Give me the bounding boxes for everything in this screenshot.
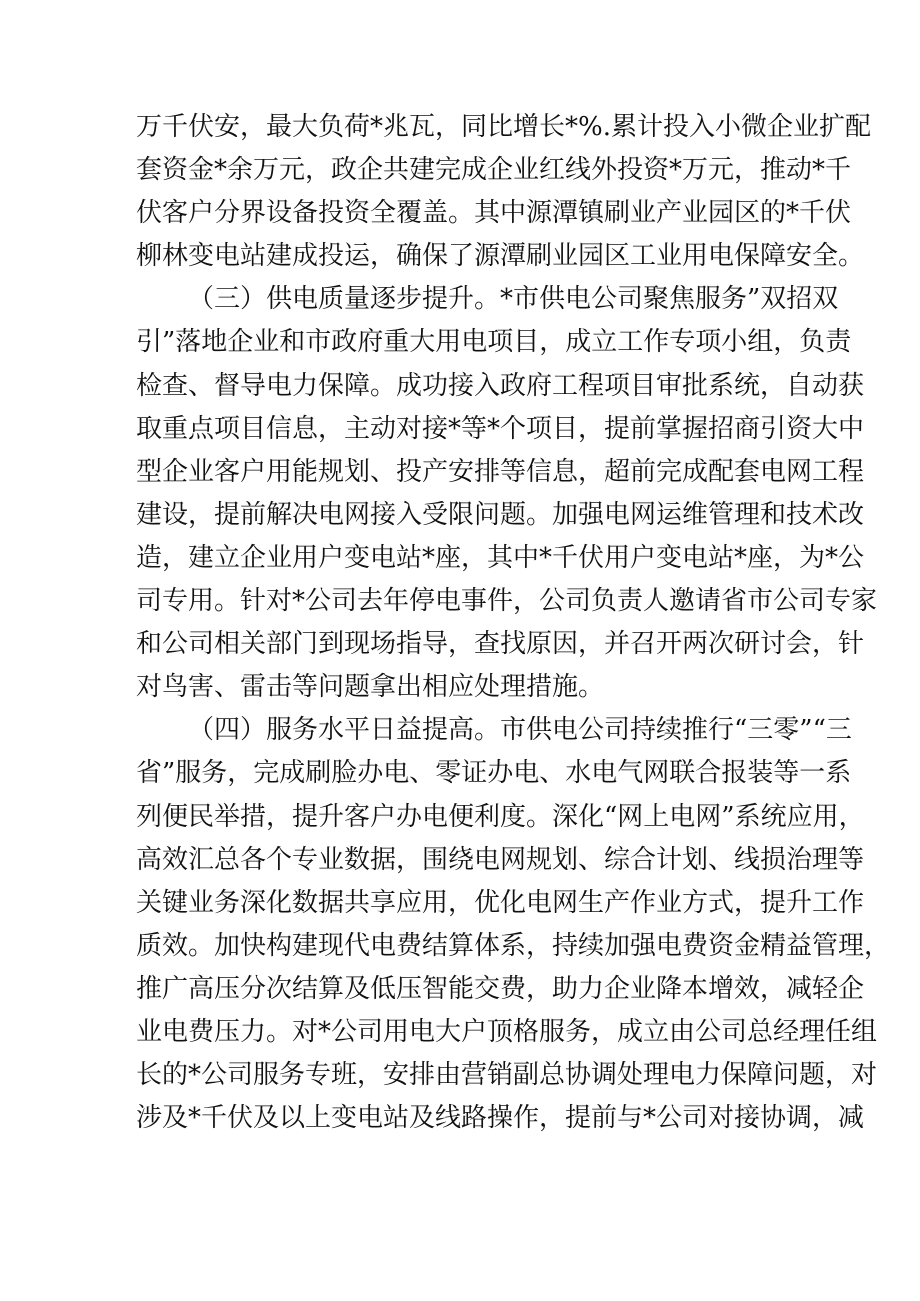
body-lines [136,106,891,1140]
text-line: 涉及*千伏及以上变电站及线路操作，提前与*公司对接协调，减 [136,1103,865,1134]
text-line: 省”服务，完成刷脸办电、零证办电、水电气网联合报装等一系 [136,758,852,789]
document-body [136,106,891,1140]
text-line: 和公司相关部门到现场指导，查找原因，并召开两次研讨会，针 [136,629,865,660]
text-line: 型企业客户用能规划、投产安排等信息，超前完成配套电网工程 [136,456,865,487]
text-line: 套资金*余万元，政企共建完成企业红线外投资*万元，推动*千 [136,155,852,186]
text-line: 对鸟害、雷击等问题拿出相应处理措施。 [136,672,605,703]
text-line: 建设，提前解决电网接入受限问题。加强电网运维管理和技术改 [136,499,865,530]
text-line: 质效。加快构建现代电费结算体系，持续加强电费资金精益管理， [136,930,891,961]
text-line: 列便民举措，提升客户办电便利度。深化“网上电网”系统应用， [136,801,865,832]
text-line: 造，建立企业用户变电站*座，其中*千伏用户变电站*座，为*公 [136,542,865,573]
text-line: 伏客户分界设备投资全覆盖。其中源潭镇刷业产业园区的*千伏 [136,198,852,229]
text-line: （三）供电质量逐步提升。*市供电公司聚焦服务”双招双 [188,284,839,315]
text-line: 高效汇总各个专业数据，围绕电网规划、综合计划、线损治理等 [136,844,865,875]
text-line: 业电费压力。对*公司用电大户顶格服务，成立由公司总经理任组 [136,1016,878,1047]
text-line: 引”落地企业和市政府重大用电项目，成立工作专项小组，负责 [136,327,852,358]
text-line: 推广高压分次结算及低压智能交费，助力企业降本增效，减轻企 [136,973,865,1004]
text-line: 长的*公司服务专班，安排由营销副总协调处理电力保障问题，对 [136,1060,878,1091]
text-line: 检查、督导电力保障。成功接入政府工程项目审批系统，自动获 [136,370,865,401]
text-line: （四）服务水平日益提高。市供电公司持续推行“三零”“三 [188,715,852,746]
text-line: 司专用。针对*公司去年停电事件，公司负责人邀请省市公司专家 [136,586,878,617]
text-line: 取重点项目信息，主动对接*等*个项目，提前掌握招商引资大中 [136,413,865,444]
text-line: 关键业务深化数据共享应用，优化电网生产作业方式，提升工作 [136,887,865,918]
text-line: 万千伏安，最大负荷*兆瓦，同比增长*%.累计投入小微企业扩配 [136,112,871,142]
text-line: 柳林变电站建成投运，确保了源潭刷业园区工业用电保障安全。 [136,241,865,272]
